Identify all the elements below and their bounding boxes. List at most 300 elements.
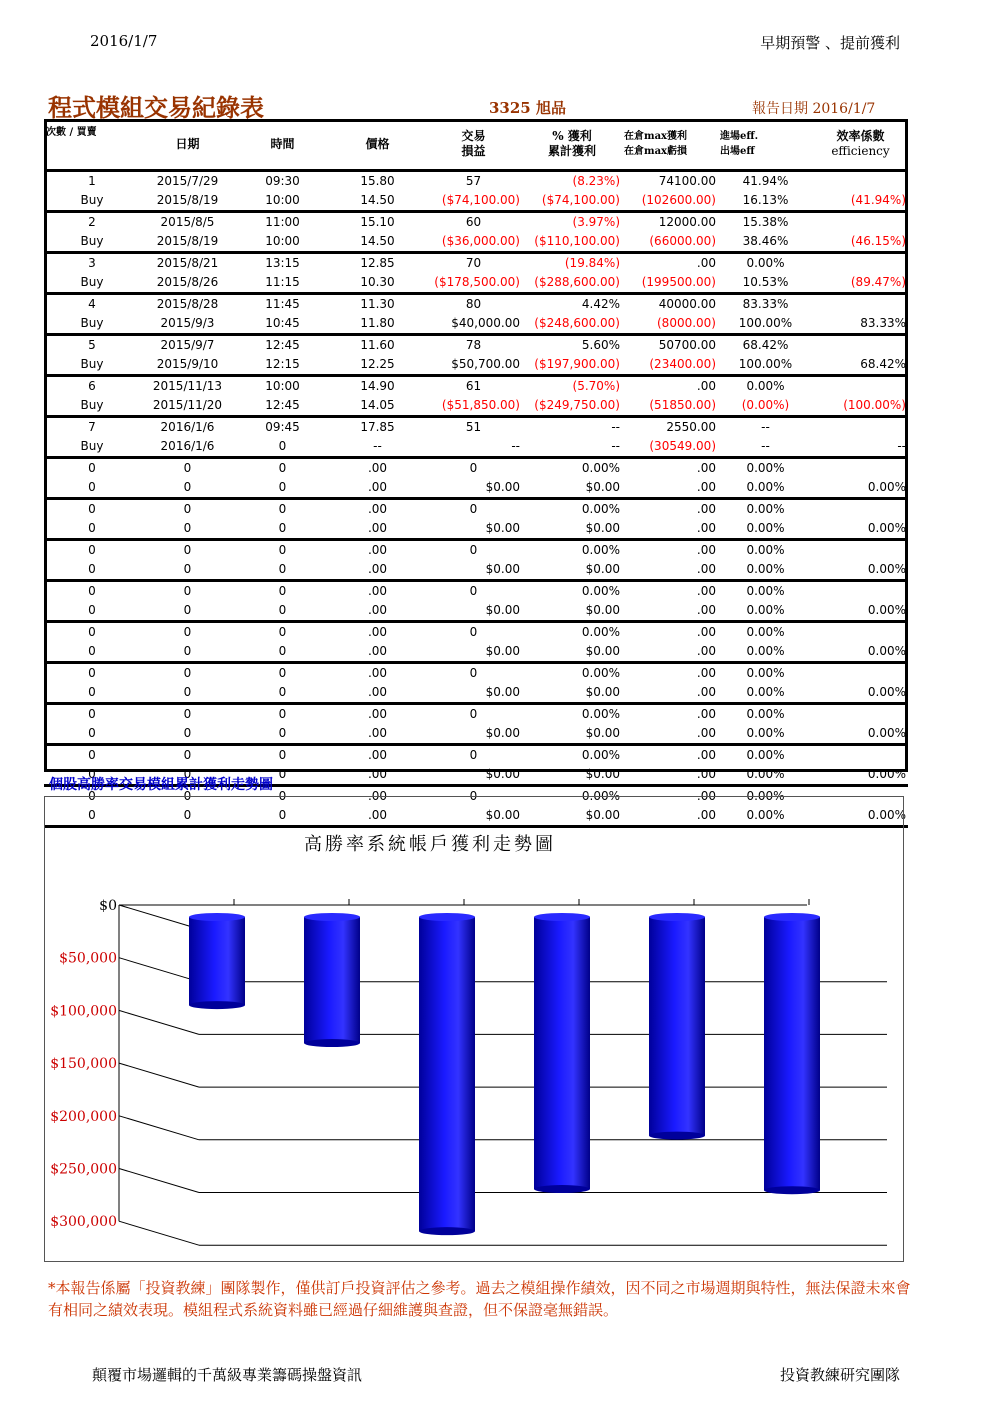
cell-t1: 10:00	[265, 379, 300, 393]
cell-side: 0	[44, 519, 140, 540]
cell-cum: $0.00	[522, 765, 622, 786]
cell-empty	[813, 581, 908, 602]
cell-p1: .00	[367, 502, 388, 516]
table-row	[44, 745, 908, 766]
cell-p2: 12.25	[330, 355, 425, 376]
header-date: 2016/1/7	[90, 32, 158, 50]
cell-maxw: .00	[696, 584, 716, 598]
cell-eff: 68.42%	[813, 355, 908, 376]
cell-side: 0	[44, 478, 140, 499]
cell-q: 0	[469, 502, 478, 516]
cell-effout: 0.00%	[718, 765, 813, 786]
table-row	[44, 642, 908, 663]
cell-q: 60	[465, 215, 482, 229]
cell-pct: 0.00%	[581, 502, 620, 516]
cell-q: 0	[469, 543, 478, 557]
cell-pl: $0.00	[425, 683, 522, 704]
cumulative-profit-chart	[44, 796, 904, 1262]
cell-effout: 0.00%	[718, 806, 813, 827]
cell-p1: .00	[367, 625, 388, 639]
header-date: 日期	[140, 119, 235, 171]
cell-n: 0	[88, 625, 96, 639]
bar	[534, 913, 590, 1193]
cell-cum: ($74,100.00)	[522, 191, 622, 212]
header-time: 時間	[235, 119, 330, 171]
cell-maxl: .00	[622, 806, 718, 827]
header-max: 在倉max獲利 在倉max虧損	[622, 119, 718, 171]
table-row	[44, 581, 908, 602]
cell-t1: 09:45	[265, 420, 300, 434]
cell-d1: 0	[183, 707, 192, 721]
cell-p2: .00	[330, 806, 425, 827]
cell-d2: 2015/8/26	[140, 273, 235, 294]
cell-t2: 0	[235, 478, 330, 499]
table-row	[44, 724, 908, 745]
cell-n: 7	[88, 420, 96, 434]
cell-effout: 0.00%	[718, 560, 813, 581]
cell-empty	[813, 458, 908, 479]
cell-pl: $40,000.00	[425, 314, 522, 335]
cell-d1: 0	[183, 584, 192, 598]
cell-effout: 16.13%	[718, 191, 813, 212]
cell-eff: 83.33%	[813, 314, 908, 335]
cell-n: 5	[88, 338, 96, 352]
y-tick-label: $100,000	[50, 1003, 117, 1020]
cell-d2: 2015/9/10	[140, 355, 235, 376]
cell-d1: 2016/1/6	[160, 420, 215, 434]
cell-d1: 0	[183, 789, 192, 803]
cell-pl: $50,700.00	[425, 355, 522, 376]
cell-q: 78	[465, 338, 482, 352]
cell-eff: 0.00%	[813, 765, 908, 786]
cell-p2: .00	[330, 560, 425, 581]
cell-side: 0	[44, 601, 140, 622]
cell-eff: 0.00%	[813, 683, 908, 704]
cell-d1: 0	[183, 748, 192, 762]
cell-cum: ($248,600.00)	[522, 314, 622, 335]
cell-t2: 0	[235, 765, 330, 786]
cell-maxw: .00	[696, 666, 716, 680]
cell-empty	[813, 663, 908, 684]
stock-name: 3325 旭品	[489, 99, 566, 117]
cell-p1: .00	[367, 707, 388, 721]
cell-maxw: .00	[696, 461, 716, 475]
cell-maxw: .00	[696, 625, 716, 639]
cell-p1: .00	[367, 543, 388, 557]
cell-effin: 0.00%	[746, 666, 785, 680]
cell-p2: .00	[330, 642, 425, 663]
cell-pl: ($36,000.00)	[425, 232, 522, 253]
cell-eff: --	[813, 437, 908, 458]
cell-cum: ($110,100.00)	[522, 232, 622, 253]
cell-d2: 0	[140, 724, 235, 745]
cell-n: 0	[88, 543, 96, 557]
table-row	[44, 253, 908, 274]
cell-effin: --	[761, 420, 770, 434]
cell-side: Buy	[44, 355, 140, 376]
y-tick-label: $200,000	[50, 1108, 117, 1125]
cell-d2: 2015/11/20	[140, 396, 235, 417]
cell-p1: 15.10	[360, 215, 395, 229]
cell-maxw: 40000.00	[658, 297, 716, 311]
chart-section-title: 個股高勝率交易模組累計獲利走勢圖	[49, 777, 273, 793]
cell-effin: 0.00%	[746, 789, 785, 803]
cell-d2: 0	[140, 519, 235, 540]
cell-maxw: 2550.00	[666, 420, 716, 434]
cell-maxl: (8000.00)	[622, 314, 718, 335]
table-row	[44, 396, 908, 417]
cell-t1: 0	[278, 707, 287, 721]
cell-d2: 2016/1/6	[140, 437, 235, 458]
cell-q: 61	[465, 379, 482, 393]
cell-empty	[813, 212, 908, 233]
cell-d1: 0	[183, 502, 192, 516]
cell-p1: .00	[367, 461, 388, 475]
table-row	[44, 540, 908, 561]
cell-eff: 0.00%	[813, 560, 908, 581]
cell-n: 0	[88, 707, 96, 721]
cell-p1: 11.30	[360, 297, 395, 311]
cell-pl: ($178,500.00)	[425, 273, 522, 294]
table-row	[44, 335, 908, 356]
cell-n: 4	[88, 297, 96, 311]
table-row	[44, 232, 908, 253]
cell-maxl: .00	[622, 560, 718, 581]
cell-effin: 68.42%	[742, 338, 789, 352]
cell-t1: 13:15	[265, 256, 300, 270]
table-row	[44, 376, 908, 397]
cell-eff: (46.15%)	[813, 232, 908, 253]
cell-eff: 0.00%	[813, 806, 908, 827]
cell-effout: 0.00%	[718, 683, 813, 704]
cell-side: 0	[44, 683, 140, 704]
cell-maxl: (66000.00)	[622, 232, 718, 253]
cell-p2: 10.30	[330, 273, 425, 294]
cell-d2: 2015/9/3	[140, 314, 235, 335]
cell-t2: 0	[235, 560, 330, 581]
cell-t2: 0	[235, 519, 330, 540]
cell-maxl: .00	[622, 724, 718, 745]
bar	[189, 913, 245, 1009]
cell-effin: 0.00%	[746, 625, 785, 639]
cell-effout: 100.00%	[718, 355, 813, 376]
cell-q: 0	[469, 707, 478, 721]
cell-q: 0	[469, 625, 478, 639]
y-tick-label: $300,000	[50, 1214, 117, 1231]
cell-effin: 0.00%	[746, 461, 785, 475]
cell-maxl: (51850.00)	[622, 396, 718, 417]
page-title: 程式模組交易紀錄表	[48, 93, 264, 122]
cell-effin: 83.33%	[742, 297, 789, 311]
cell-eff: 0.00%	[813, 601, 908, 622]
cell-t1: 0	[278, 502, 287, 516]
table-row	[44, 683, 908, 704]
cell-side: Buy	[44, 191, 140, 212]
cell-cum: $0.00	[522, 642, 622, 663]
cell-pct: (19.84%)	[564, 256, 620, 270]
cell-effout: 100.00%	[718, 314, 813, 335]
y-tick-label: $150,000	[50, 1056, 117, 1073]
table-row	[44, 294, 908, 315]
cell-effin: 0.00%	[746, 379, 785, 393]
cell-empty	[813, 335, 908, 356]
cell-eff: (100.00%)	[813, 396, 908, 417]
cell-effin: 0.00%	[746, 502, 785, 516]
table-row	[44, 212, 908, 233]
trade-table	[44, 119, 908, 828]
cell-maxw: .00	[696, 789, 716, 803]
cell-p1: .00	[367, 584, 388, 598]
cell-side: 0	[44, 765, 140, 786]
table-row	[44, 601, 908, 622]
cell-empty	[813, 622, 908, 643]
cell-t2: 10:00	[235, 191, 330, 212]
cell-q: 0	[469, 666, 478, 680]
cell-maxl: (30549.00)	[622, 437, 718, 458]
cell-d1: 0	[183, 666, 192, 680]
cell-pl: ($51,850.00)	[425, 396, 522, 417]
cell-n: 0	[88, 789, 96, 803]
cell-d2: 2015/8/19	[140, 232, 235, 253]
table-row	[44, 622, 908, 643]
cell-pct: 0.00%	[581, 789, 620, 803]
cell-cum: $0.00	[522, 601, 622, 622]
cell-eff: (89.47%)	[813, 273, 908, 294]
cell-q: 0	[469, 789, 478, 803]
cell-effin: 41.94%	[742, 174, 789, 188]
cell-side: 0	[44, 642, 140, 663]
bar	[764, 913, 820, 1194]
cell-d1: 2015/8/28	[156, 297, 219, 311]
cell-p1: .00	[367, 748, 388, 762]
cell-t2: 10:00	[235, 232, 330, 253]
cell-n: 0	[88, 461, 96, 475]
table-row	[44, 704, 908, 725]
cell-cum: $0.00	[522, 478, 622, 499]
cell-q: 0	[469, 461, 478, 475]
cell-effin: 0.00%	[746, 584, 785, 598]
cell-cum: ($197,900.00)	[522, 355, 622, 376]
cell-pct: (5.70%)	[572, 379, 620, 393]
cell-t1: 11:45	[265, 297, 300, 311]
cell-eff: 0.00%	[813, 478, 908, 499]
cell-p1: 17.85	[360, 420, 395, 434]
chart-title: 高勝率系統帳戶獲利走勢圖	[304, 834, 556, 855]
cell-pct: 0.00%	[581, 625, 620, 639]
cell-p2: 14.50	[330, 191, 425, 212]
cell-empty	[813, 376, 908, 397]
cell-maxw: .00	[696, 502, 716, 516]
cell-maxw: .00	[696, 707, 716, 721]
cell-p2: .00	[330, 683, 425, 704]
cell-d1: 2015/7/29	[156, 174, 219, 188]
y-tick-label: $250,000	[50, 1161, 117, 1178]
cell-p2: .00	[330, 519, 425, 540]
table-header-row	[44, 119, 908, 171]
header-eff-in-out: 進場eff. 出場eff	[718, 119, 813, 171]
cell-pct: (3.97%)	[572, 215, 620, 229]
cell-pl: $0.00	[425, 724, 522, 745]
table-row	[44, 314, 908, 335]
cell-cum: $0.00	[522, 560, 622, 581]
cell-d2: 0	[140, 683, 235, 704]
cell-q: 0	[469, 748, 478, 762]
cell-effout: (0.00%)	[718, 396, 813, 417]
table-row	[44, 663, 908, 684]
header-price: 價格	[330, 119, 425, 171]
cell-t1: 0	[278, 666, 287, 680]
cell-empty	[813, 294, 908, 315]
cell-cum: ($249,750.00)	[522, 396, 622, 417]
cell-pl: $0.00	[425, 519, 522, 540]
cell-eff: 0.00%	[813, 724, 908, 745]
cell-d2: 0	[140, 642, 235, 663]
cell-t1: 0	[278, 461, 287, 475]
header-pl: 交易 損益	[425, 119, 522, 171]
cell-pl: --	[425, 437, 522, 458]
cell-p1: 14.90	[360, 379, 395, 393]
cell-pct: 0.00%	[581, 748, 620, 762]
cell-effout: --	[718, 437, 813, 458]
cell-t2: 0	[235, 601, 330, 622]
table-row	[44, 560, 908, 581]
cell-t1: 0	[278, 789, 287, 803]
cell-q: 80	[465, 297, 482, 311]
cell-empty	[813, 253, 908, 274]
cell-d2: 0	[140, 478, 235, 499]
cell-eff: 0.00%	[813, 519, 908, 540]
cell-q: 57	[465, 174, 482, 188]
cell-t1: 09:30	[265, 174, 300, 188]
cell-cum: $0.00	[522, 806, 622, 827]
cell-n: 0	[88, 666, 96, 680]
bar	[304, 913, 360, 1047]
cell-t2: 0	[235, 642, 330, 663]
cell-t2: 0	[235, 806, 330, 827]
cell-pl: $0.00	[425, 601, 522, 622]
cell-empty	[813, 417, 908, 438]
cell-t1: 0	[278, 584, 287, 598]
cell-t2: 12:45	[235, 396, 330, 417]
cell-pct: 0.00%	[581, 707, 620, 721]
cell-d2: 0	[140, 765, 235, 786]
cell-n: 0	[88, 584, 96, 598]
cell-q: 51	[465, 420, 482, 434]
cell-effout: 0.00%	[718, 601, 813, 622]
cell-effout: 10.53%	[718, 273, 813, 294]
cell-t1: 12:45	[265, 338, 300, 352]
cell-t2: 0	[235, 724, 330, 745]
cell-side: 0	[44, 724, 140, 745]
cell-maxl: (199500.00)	[622, 273, 718, 294]
cell-effout: 0.00%	[718, 519, 813, 540]
table-row	[44, 437, 908, 458]
cell-side: Buy	[44, 232, 140, 253]
cell-p2: 11.80	[330, 314, 425, 335]
cell-p2: .00	[330, 765, 425, 786]
cell-d1: 0	[183, 461, 192, 475]
cell-maxw: 12000.00	[658, 215, 716, 229]
table-row	[44, 171, 908, 192]
cell-cum: $0.00	[522, 519, 622, 540]
cell-effin: 15.38%	[742, 215, 789, 229]
cell-p1: .00	[367, 666, 388, 680]
cell-d1: 2015/9/7	[160, 338, 215, 352]
cell-effout: 0.00%	[718, 478, 813, 499]
cell-n: 1	[88, 174, 96, 188]
table-row	[44, 458, 908, 479]
cell-pl: $0.00	[425, 806, 522, 827]
cell-maxl: .00	[622, 683, 718, 704]
table-row	[44, 355, 908, 376]
cell-maxw: .00	[696, 748, 716, 762]
cell-pl: $0.00	[425, 765, 522, 786]
cell-p1: .00	[367, 789, 388, 803]
cell-pct: 4.42%	[581, 297, 620, 311]
cell-p1: 11.60	[360, 338, 395, 352]
cell-n: 0	[88, 502, 96, 516]
cell-pl: $0.00	[425, 560, 522, 581]
cell-pct: 0.00%	[581, 666, 620, 680]
bar	[649, 913, 705, 1140]
cell-n: 6	[88, 379, 96, 393]
cell-maxw: .00	[696, 543, 716, 557]
cell-pl: ($74,100.00)	[425, 191, 522, 212]
cell-side: 0	[44, 806, 140, 827]
cell-n: 0	[88, 748, 96, 762]
table-row	[44, 417, 908, 438]
cell-p2: 14.50	[330, 232, 425, 253]
cell-d1: 0	[183, 543, 192, 557]
cell-q: 70	[465, 256, 482, 270]
cell-maxl: (102600.00)	[622, 191, 718, 212]
cell-t2: 0	[235, 437, 330, 458]
cell-n: 2	[88, 215, 96, 229]
cell-eff: (41.94%)	[813, 191, 908, 212]
cell-d2: 0	[140, 560, 235, 581]
cell-q: 0	[469, 584, 478, 598]
disclaimer: *本報告係屬「投資教練」團隊製作，僅供訂戶投資評估之參考。過去之模組操作績效，因不同之市場週期與特性，無法保證未來會有相同之績效表現。模組程式系統資料雖已經過仔細維護與查證，但不保證毫無錯誤。	[48, 1279, 911, 1319]
cell-side: Buy	[44, 396, 140, 417]
cell-maxl: (23400.00)	[622, 355, 718, 376]
cell-p2: .00	[330, 724, 425, 745]
cell-t1: 0	[278, 625, 287, 639]
cell-maxw: .00	[696, 379, 716, 393]
footer-right: 投資教練研究團隊	[779, 1366, 900, 1384]
cell-d2: 0	[140, 806, 235, 827]
cell-t2: 12:15	[235, 355, 330, 376]
cell-d2: 0	[140, 601, 235, 622]
cell-maxl: .00	[622, 601, 718, 622]
cell-t1: 11:00	[265, 215, 300, 229]
cell-n: 3	[88, 256, 96, 270]
header-slogan: 早期預警 、提前獲利	[760, 34, 900, 52]
cell-effout: 0.00%	[718, 642, 813, 663]
cell-t2: 11:15	[235, 273, 330, 294]
cell-p1: 15.80	[360, 174, 395, 188]
cell-effout: 0.00%	[718, 724, 813, 745]
cell-pct: --	[611, 420, 620, 434]
header-pct: % 獲利 累計獲利	[522, 119, 622, 171]
header-count-side: 次數 / 買賣	[44, 119, 140, 171]
cell-side: Buy	[44, 273, 140, 294]
cell-eff: 0.00%	[813, 642, 908, 663]
cell-pct: 0.00%	[581, 584, 620, 598]
cell-effin: 0.00%	[746, 707, 785, 721]
cell-empty	[813, 745, 908, 766]
cell-side: Buy	[44, 437, 140, 458]
cell-p2: .00	[330, 478, 425, 499]
